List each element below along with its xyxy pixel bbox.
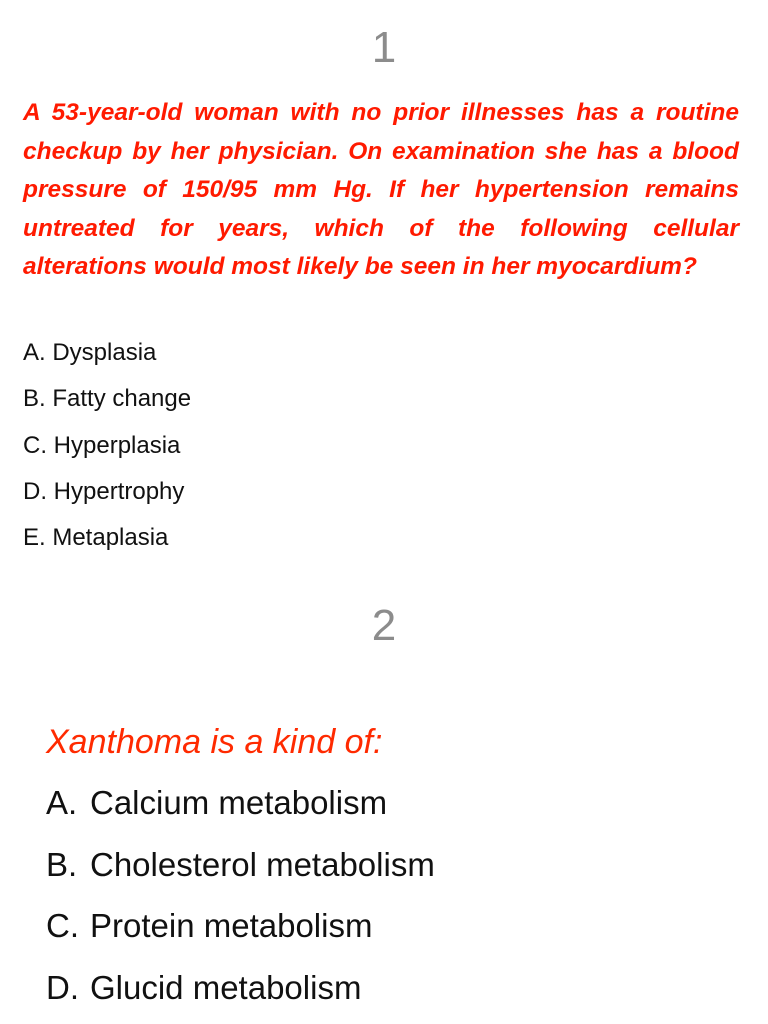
option-letter: D. — [46, 968, 79, 1006]
question-2-option-a — [46, 772, 435, 834]
question-1-option-b: B. Fatty change — [23, 385, 192, 413]
question-2-options — [46, 772, 435, 1018]
option-text: Protein metabolism — [90, 907, 373, 944]
option-letter: B. — [46, 845, 78, 883]
option-text: Calcium metabolism — [90, 784, 388, 821]
question-1-option-c: C. Hyperplasia — [23, 431, 181, 459]
question-1-options — [23, 330, 191, 561]
option-text: Glucid metabolism — [90, 968, 362, 1006]
question-number-1: 1 — [371, 23, 397, 72]
question-2-option-c — [46, 895, 435, 957]
option-letter: C. — [46, 907, 79, 944]
question-2-stem: Xanthoma is a kind of: — [46, 723, 383, 761]
question-2-option-b — [46, 834, 435, 896]
option-letter: A. — [46, 784, 78, 821]
question-1-option-a: A. Dysplasia — [23, 339, 157, 366]
question-1-option-e: E. Metaplasia — [23, 524, 169, 552]
question-number-2: 2 — [371, 601, 397, 650]
question-1-option-d: D. Hypertrophy — [23, 477, 185, 505]
question-2-option-d — [46, 957, 435, 1019]
question-1-stem: A 53-year-old woman with no prior illnesses has a routine checkup by her physician. On examination she has a blood pressure of 150/95 mm Hg. If her hypertension remains untreated for years, which of the following cellular alterations would most likely be seen in her myocardium? — [23, 99, 739, 280]
option-text: Cholesterol metabolism — [90, 845, 435, 883]
